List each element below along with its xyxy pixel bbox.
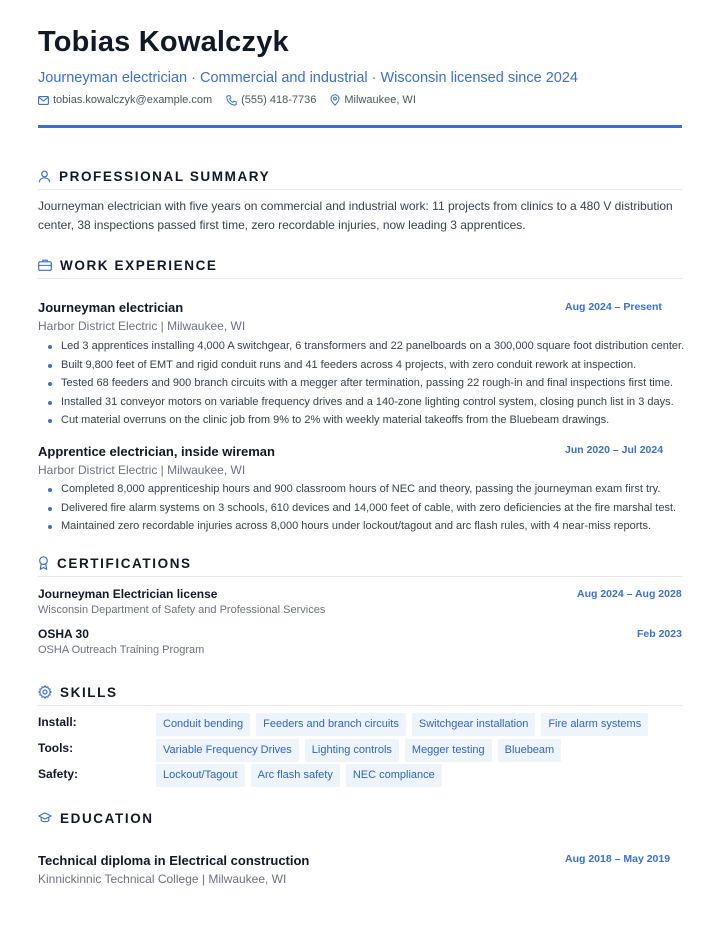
- skill-chip: Fire alarm systems: [541, 713, 648, 736]
- experience-title: WORK EXPERIENCE: [60, 257, 218, 273]
- school-name: Kinnickinnic Technical College | Milwaukee, WI: [38, 872, 287, 886]
- job-employer: Harbor District Electric | Milwaukee, WI: [38, 319, 246, 333]
- job-bullets: [38, 337, 688, 430]
- list-item: Installed 31 conveyor motors on variable frequency drives and a 140-zone lighting control system, closing punch list in 3 days.: [38, 393, 688, 412]
- list-item: Completed 8,000 apprenticeship hours and 900 classroom hours of NEC and theory, passing the journeyman exam first try.: [38, 480, 688, 499]
- skill-chip: Switchgear installation: [412, 713, 535, 736]
- skill-chip: Lockout/Tagout: [156, 764, 245, 787]
- skills-section-heading: [38, 682, 682, 702]
- candidate-name: Tobias Kowalczyk: [38, 26, 289, 58]
- job-bullets: [38, 480, 688, 536]
- list-item: Delivered fire alarm systems on 3 schools, 610 devices and 14,000 feet of cable, with zero deficiencies at the fire marshal test.: [38, 499, 688, 518]
- summary-text: Journeyman electrician with five years on commercial and industrial work: 11 projects from clinics to a 480 V distribution center, 38 inspections passed first time, zero recordable injuries, now leading 3 apprentices.: [38, 199, 673, 232]
- mail-icon: [38, 96, 49, 105]
- contact-phone[interactable]: [226, 94, 316, 106]
- skill-chip: Lighting controls: [305, 739, 399, 762]
- contact-location: [330, 94, 416, 106]
- job-employer: Harbor District Electric | Milwaukee, WI: [38, 463, 246, 477]
- certification-issuer: OSHA Outreach Training Program: [38, 644, 205, 656]
- section-divider: [38, 189, 682, 190]
- skill-category-label: Install:: [38, 715, 77, 729]
- skill-chips: [156, 764, 448, 787]
- certifications-section-heading: [38, 553, 682, 573]
- header-divider: [38, 125, 682, 128]
- summary-title: PROFESSIONAL SUMMARY: [59, 168, 271, 184]
- briefcase-icon: [38, 259, 52, 271]
- job-title: Journeyman electrician: [38, 300, 184, 315]
- education-dates: Aug 2018 – May 2019: [565, 853, 671, 865]
- tagline: Journeyman electrician · Commercial and industrial · Wisconsin licensed since 2024: [38, 70, 578, 86]
- skill-chip: Conduit bending: [156, 713, 250, 736]
- section-divider: [38, 278, 682, 279]
- list-item: Tested 68 feeders and 900 branch circuits with a megger after termination, passing 22 rough-in and final inspections first time.: [38, 374, 688, 393]
- experience-section-heading: [38, 255, 682, 275]
- contact-bar: [38, 94, 430, 106]
- certification-dates: Aug 2024 – Aug 2028: [577, 588, 682, 600]
- user-icon: [38, 170, 51, 183]
- section-divider: [38, 576, 682, 577]
- certification-name: OSHA 30: [38, 627, 89, 641]
- list-item: Maintained zero recordable injuries across 8,000 hours under lockout/tagout and arc flash rules, with 4 near-miss reports.: [38, 517, 688, 536]
- skill-row-tools: [38, 739, 682, 763]
- email-text: tobias.kowalczyk@example.com: [53, 94, 213, 106]
- job-dates: Aug 2024 – Present: [565, 301, 662, 313]
- list-item: Cut material overruns on the clinic job from 9% to 2% with weekly material takeoffs from the Bluebeam drawings.: [38, 411, 688, 430]
- skill-chips: [156, 739, 567, 762]
- gear-icon: [38, 685, 52, 699]
- skill-chip: Megger testing: [405, 739, 492, 762]
- education-title: EDUCATION: [60, 810, 154, 826]
- skill-chips: [156, 713, 654, 736]
- map-pin-icon: [330, 94, 340, 106]
- certification-name: Journeyman Electrician license: [38, 587, 218, 601]
- award-ribbon-icon: [38, 556, 49, 570]
- certification-dates: Feb 2023: [637, 628, 682, 640]
- skill-chip: Arc flash safety: [251, 764, 340, 787]
- skills-title: SKILLS: [60, 684, 118, 700]
- skill-row-install: [38, 713, 682, 737]
- skill-chip: Bluebeam: [498, 739, 562, 762]
- phone-icon: [226, 95, 237, 106]
- job-dates: Jun 2020 – Jul 2024: [565, 444, 664, 456]
- phone-text: (555) 418-7736: [241, 94, 317, 106]
- skill-row-safety: [38, 764, 682, 788]
- skill-category-label: Tools:: [38, 741, 74, 755]
- skill-category-label: Safety:: [38, 767, 79, 781]
- contact-email[interactable]: [38, 94, 212, 106]
- job-title: Apprentice electrician, inside wireman: [38, 444, 275, 459]
- location-text: Milwaukee, WI: [344, 94, 416, 106]
- summary-section-heading: [38, 166, 682, 186]
- skill-chip: Feeders and branch circuits: [256, 713, 406, 736]
- education-section-heading: [38, 808, 682, 828]
- resume-page: [38, 0, 685, 932]
- skill-chip: NEC compliance: [346, 764, 442, 787]
- certification-issuer: Wisconsin Department of Safety and Professional Services: [38, 604, 326, 616]
- section-divider: [38, 705, 682, 706]
- list-item: Led 3 apprentices installing 4,000 A switchgear, 6 transformers and 22 panelboards on a 300,000 square foot distribution center.: [38, 337, 688, 356]
- list-item: Built 9,800 feet of EMT and rigid conduit runs and 41 feeders across 4 projects, with zero conduit rework at inspection.: [38, 356, 688, 375]
- certifications-title: CERTIFICATIONS: [57, 555, 192, 571]
- skill-chip: Variable Frequency Drives: [156, 739, 299, 762]
- graduation-cap-icon: [38, 812, 52, 824]
- degree-title: Technical diploma in Electrical construction: [38, 853, 310, 868]
